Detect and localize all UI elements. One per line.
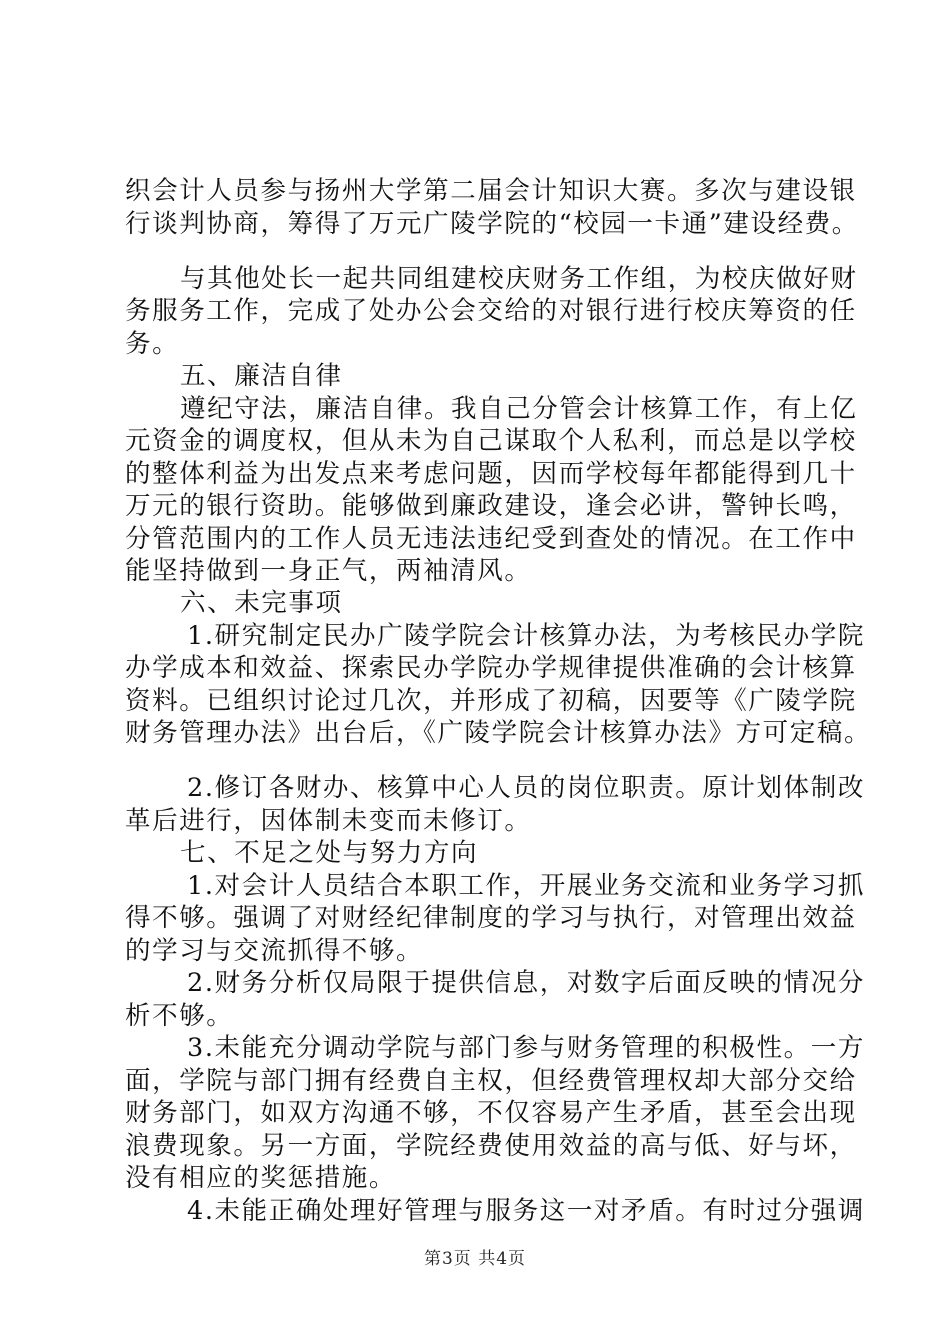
text-line: 财务部门，如双方沟通不够，不仅容易产生矛盾，甚至会出现: [125, 1098, 857, 1128]
text-line: 与其他处长一起共同组建校庆财务工作组，为校庆做好财: [180, 264, 858, 294]
text-line: 织会计人员参与扬州大学第二届会计知识大赛。多次与建设银: [125, 176, 857, 206]
text-line: 得不够。强调了对财经纪律制度的学习与执行，对管理出效益: [125, 903, 857, 933]
page-number-footer: 第3页 共4页: [423, 1249, 527, 1269]
text-line: 浪费现象。另一方面，学院经费使用效益的高与低、好与坏，: [125, 1131, 857, 1161]
text-line: 析不够。: [125, 1001, 234, 1031]
text-line: 革后进行，因体制未变而未修订。: [125, 806, 532, 836]
text-line: 能坚持做到一身正气，两袖清风。: [125, 556, 532, 586]
text-line: 资料。已组织讨论过几次，并形成了初稿，因要等《广陵学院: [125, 686, 857, 716]
text-line: 万元的银行资助。能够做到廉政建设，逢会必讲，警钟长鸣，: [125, 491, 857, 521]
text-line: 2.财务分析仅局限于提供信息，对数字后面反映的情况分: [187, 968, 865, 998]
text-line: 务。: [125, 329, 180, 359]
text-line: 2.修订各财办、核算中心人员的岗位职责。原计划体制改: [187, 773, 865, 803]
text-line: 4.未能正确处理好管理与服务这一对矛盾。有时过分强调: [187, 1196, 865, 1226]
text-line: 1.研究制定民办广陵学院会计核算办法，为考核民办学院: [187, 621, 865, 651]
text-line: 财务管理办法》出台后，《广陵学院会计核算办法》方可定稿。: [125, 718, 872, 748]
section-heading: 七、不足之处与努力方向: [180, 838, 479, 868]
text-line: 办学成本和效益、探索民办学院办学规律提供准确的会计核算: [125, 653, 857, 683]
section-heading: 五、廉洁自律: [180, 361, 343, 391]
text-line: 1.对会计人员结合本职工作，开展业务交流和业务学习抓: [187, 871, 865, 901]
text-line: 面，学院与部门拥有经费自主权，但经费管理权却大部分交给: [125, 1066, 857, 1096]
text-line: 的学习与交流抓得不够。: [125, 936, 424, 966]
text-line: 遵纪守法，廉洁自律。我自己分管会计核算工作，有上亿: [180, 394, 858, 424]
text-line: 没有相应的奖惩措施。: [125, 1163, 397, 1193]
text-line: 的整体利益为出发点来考虑问题，因而学校每年都能得到几十: [125, 459, 857, 489]
text-line: 元资金的调度权，但从未为自己谋取个人私利，而总是以学校: [125, 426, 857, 456]
text-line: 务服务工作，完成了处办公会交给的对银行进行校庆筹资的任: [125, 296, 857, 326]
text-line: 分管范围内的工作人员无违法违纪受到查处的情况。在工作中: [125, 524, 857, 554]
text-line: 行谈判协商，筹得了万元广陵学院的“校园一卡通”建设经费。: [125, 209, 859, 239]
section-heading: 六、未完事项: [180, 588, 343, 618]
text-line: 3.未能充分调动学院与部门参与财务管理的积极性。一方: [187, 1033, 865, 1063]
